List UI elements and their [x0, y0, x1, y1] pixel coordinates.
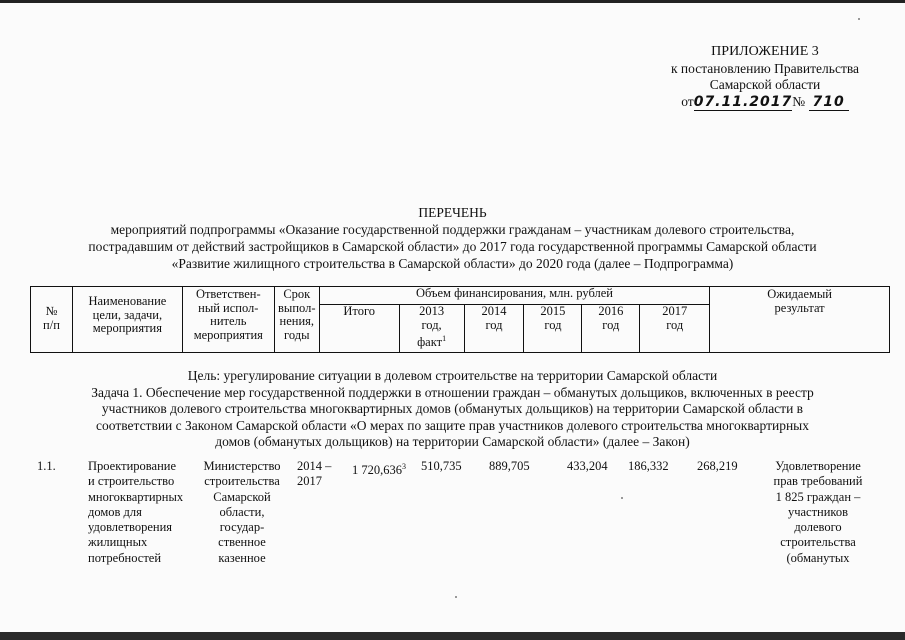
header-cell-2016: 2016 год — [582, 305, 640, 353]
header-cell-2015: 2015 год — [524, 305, 582, 353]
appendix-from-label: от — [681, 93, 694, 109]
table-header — [30, 286, 890, 353]
header-cell-2014: 2014 год — [464, 305, 524, 353]
header-cell-term: Срок выпол- нения, годы — [274, 287, 319, 353]
header-cell-total: Итого — [319, 305, 399, 353]
row-2013: 510,735 — [421, 459, 462, 473]
row-2015: 433,204 — [567, 459, 608, 473]
heading-line-1: мероприятий подпрограммы «Оказание государственной поддержки гражданам – участникам долевого строительства, — [110, 222, 795, 237]
task-line-3: соответствии с Законом Самарской области «О мерах по защите прав участников долевого строительства многоквартирных — [96, 417, 809, 433]
row-2016: 186,332 — [628, 459, 669, 473]
header-cell-2013: 2013 год, факт$^1$ — [399, 305, 464, 353]
appendix-line-1: к постановлению Правительства — [670, 60, 860, 76]
appendix-date-line — [640, 94, 890, 112]
heading-line-3: «Развитие жилищного строительства в Самарской области» до 2020 года (далее – Подпрограмма) — [171, 256, 734, 271]
handwritten-number: 710 — [812, 93, 845, 110]
row-name: Проектирование и строительство многоквартирных домов для удовлетворения жилищных потребностей — [88, 459, 184, 565]
scan-top-edge — [0, 0, 905, 3]
appendix-number-label: № — [792, 93, 806, 109]
scan-bottom-edge — [0, 632, 905, 640]
appendix-line-2: Самарской области — [709, 77, 821, 92]
row-number: 1.1. — [37, 459, 56, 473]
header-cell-funding: Объем финансирования, млн. рублей — [319, 287, 709, 305]
goal-and-task — [30, 368, 875, 451]
handwritten-date: 07.11.2017 — [693, 93, 793, 110]
scan-speck — [621, 497, 623, 499]
task-line-1: Задача 1. Обеспечение мер государственной поддержки в отношении граждан – обманутых дольщиков, включенных в реестр — [91, 384, 814, 400]
scan-speck — [455, 596, 457, 598]
row-2014: 889,705 — [489, 459, 530, 473]
goal-line: Цель: урегулирование ситуации в долевом строительстве на территории Самарской области — [187, 368, 718, 383]
document-heading — [30, 204, 875, 272]
row-result: Удовлетворение прав требований 1 825 граждан – участников долевого строительства (обманутых — [773, 459, 863, 565]
task-line-4: домов (обманутых дольщиков) на территории Самарской области» (далее – Закон) — [215, 434, 690, 449]
row-term: 2014 – 2017 — [297, 459, 332, 489]
header-cell-executor: Ответствен- ный испол- нитель мероприятия — [182, 287, 274, 353]
row-total: 1 720,636$^3$ — [352, 462, 406, 478]
header-cell-2017: 2017 год — [640, 305, 710, 353]
task-line-2: участников долевого строительства многоквартирных домов (обманутых дольщиков) на территории Самарской области в — [101, 401, 804, 416]
heading-title: ПЕРЕЧЕНЬ — [418, 205, 487, 220]
heading-line-2: пострадавшим от действий застройщиков в Самарской области» до 2017 года государственной программы Самарской области — [88, 239, 817, 254]
row-executor: Министерство строительства Самарской области, государ- ственное казенное — [203, 459, 281, 565]
appendix-title: ПРИЛОЖЕНИЕ 3 — [711, 44, 819, 59]
scan-speck — [858, 18, 860, 20]
header-cell-num: № п/п — [31, 287, 73, 353]
header-cell-name: Наименование цели, задачи, мероприятия — [72, 287, 182, 353]
header-cell-result: Ожидаемый результат — [710, 287, 890, 353]
appendix-block — [640, 44, 890, 111]
row-2017: 268,219 — [697, 459, 738, 473]
